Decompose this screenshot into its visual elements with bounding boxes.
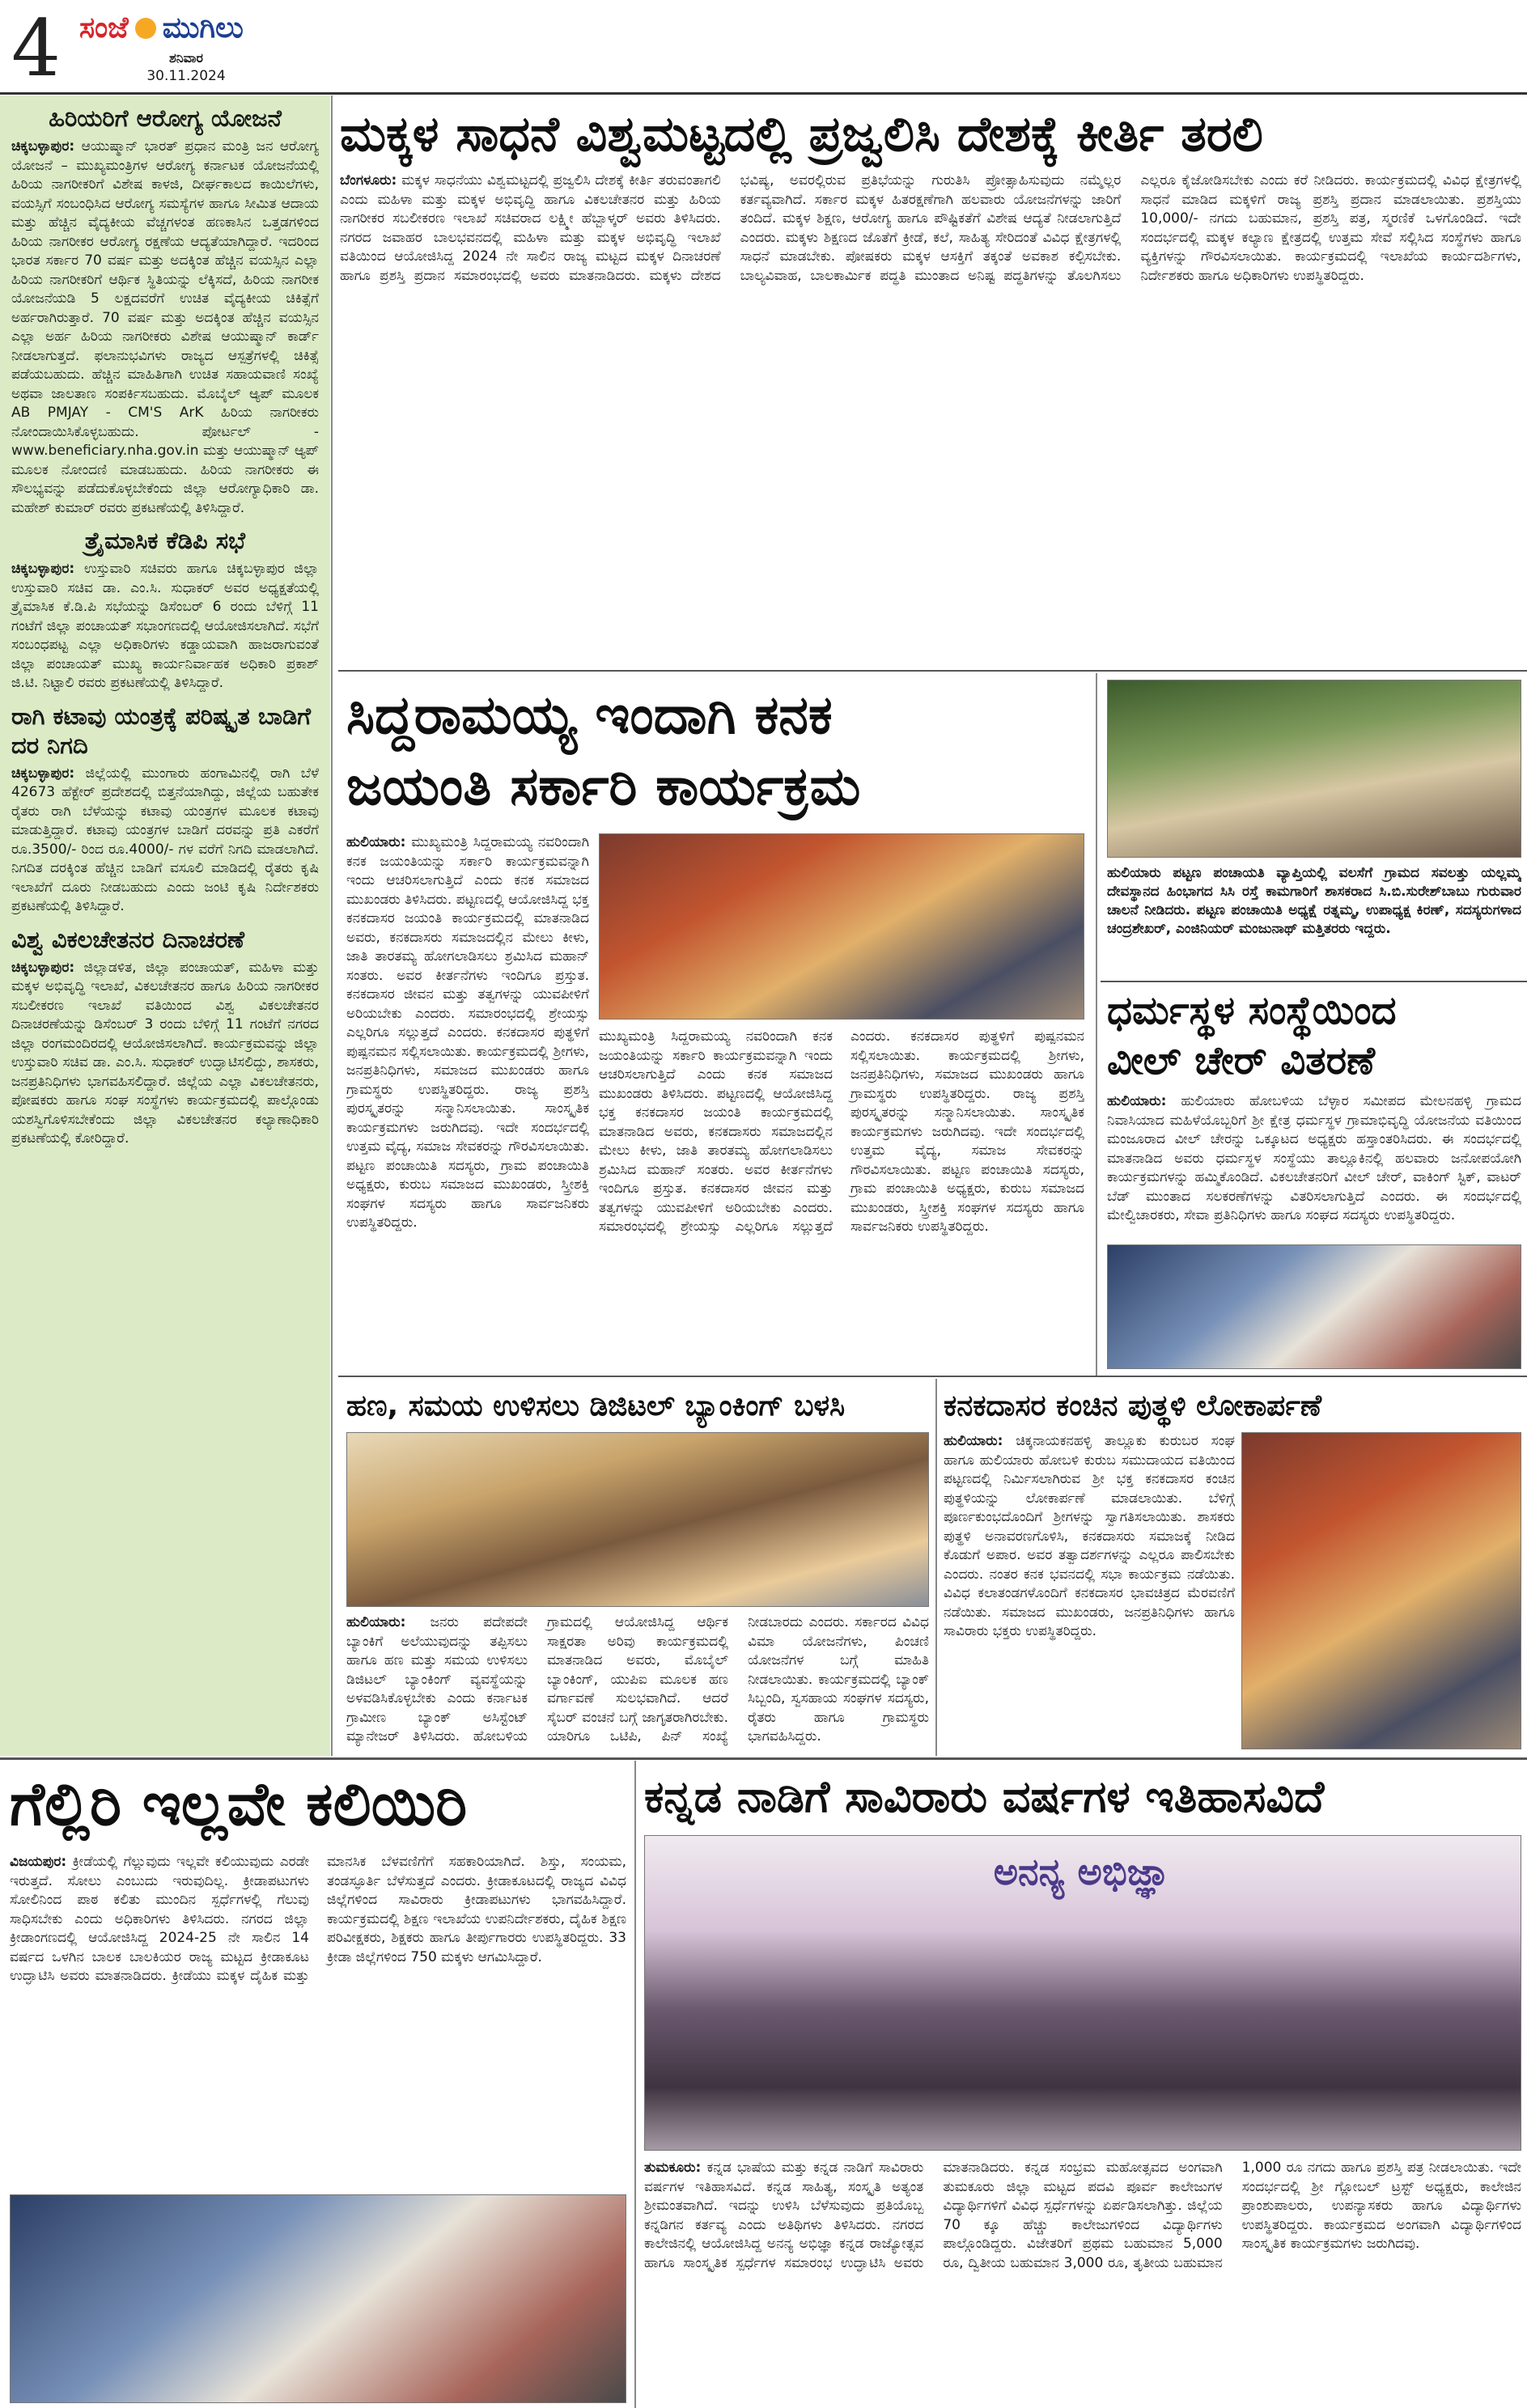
column-divider [634,1761,636,2408]
section-divider [1101,981,1527,982]
story-headline: ರಾಗಿ ಕಟಾವು ಯಂತ್ರಕ್ಕೆ ಪರಿಷ್ಕೃತ ಬಾಡಿಗೆ ದರ ನಿಗದಿ [11,702,312,759]
story-body [11,560,319,693]
column-divider [935,1379,937,1756]
story-text: ಮುಖ್ಯಮಂತ್ರಿ ಸಿದ್ದರಾಮಯ್ಯ ನವರಿಂದಾಗಿ ಕನಕ ಜಯಂತಿಯನ್ನು ಸರ್ಕಾರಿ ಕಾರ್ಯಕ್ರಮವನ್ನಾಗಿ ಇಂದು ಆಚರಿಸಲಾಗುತ್ತಿದೆ ಎಂದು ಕನಕ ಸಮಾಜದ ಮುಖಂಡರು ತಿಳಿಸಿದರು. ಪಟ್ಟಣದಲ್ಲಿ ಆಯೋಜಿಸಿದ್ದ ಭಕ್ತ ಕನಕದಾಸರ ಜಯಂತಿ ಕಾರ್ಯಕ್ರಮದಲ್ಲಿ ಮಾತನಾಡಿದ ಅವರು, ಕನಕದಾಸರು ಸಮಾಜದಲ್ಲಿನ ಮೇಲು ಕೀಳು, ಜಾತಿ ತಾರತಮ್ಯ ಹೋಗಲಾಡಿಸಲು ಶ್ರಮಿಸಿದ ಮಹಾನ್ ಸಂತರು. ಅವರ ಕೀರ್ತನೆಗಳು ಇಂದಿಗೂ ಪ್ರಸ್ತುತ. ಕನಕದಾಸರ ಜೀವನ ಮತ್ತು ತತ್ವಗಳನ್ನು ಯುವಪೀಳಿಗೆ ಅರಿಯಬೇಕು ಎಂದರು. ಸಮಾರಂಭದಲ್ಲಿ ಶ್ರೇಯಸ್ಸು ಎಲ್ಲರಿಗೂ ಸಲ್ಲುತ್ತದೆ ಎಂದರು. ಕನಕದಾಸರ ಪುತ್ಥಳಿಗೆ ಪುಷ್ಪನಮನ ಸಲ್ಲಿಸಲಾಯಿತು. ಕಾರ್ಯಕ್ರಮದಲ್ಲಿ ಶ್ರೀಗಳು, ಜನಪ್ರತಿನಿಧಿಗಳು, ಸಮಾಜದ ಮುಖಂಡರು ಹಾಗೂ ಗ್ರಾಮಸ್ಥರು ಉಪಸ್ಥಿತರಿದ್ದರು. ರಾಜ್ಯ ಪ್ರಶಸ್ತಿ ಪುರಸ್ಕೃತರನ್ನು ಸನ್ಮಾನಿಸಲಾಯಿತು. ಸಾಂಸ್ಕೃತಿಕ ಕಾರ್ಯಕ್ರಮಗಳು ಜರುಗಿದವು. ಇದೇ ಸಂದರ್ಭದಲ್ಲಿ ಉತ್ತಮ ವೈದ್ಯ, ಸಮಾಜ ಸೇವಕರನ್ನು ಗೌರವಿಸಲಾಯಿತು. ಪಟ್ಟಣ ಪಂಚಾಯಿತಿ ಸದಸ್ಯರು, ಗ್ರಾಮ ಪಂಚಾಯಿತಿ ಅಧ್ಯಕ್ಷರು, ಕುರುಬ ಸಮಾಜದ ಮುಖಂಡರು, ಸ್ತ್ರೀಶಕ್ತಿ ಸಂಘಗಳ ಸದಸ್ಯರು ಹಾಗೂ ಸಾರ್ವಜನಿಕರು ಉಪಸ್ಥಿತರಿದ್ದರು. [346,834,589,1231]
story-dateline: ವಿಜಯಪುರ: [10,1854,67,1870]
section-divider [338,670,1527,672]
story-text: ಮಕ್ಕಳ ಸಾಧನೆಯು ವಿಶ್ವಮಟ್ಟದಲ್ಲಿ ಪ್ರಜ್ವಲಿಸಿ ದೇಶಕ್ಕೆ ಕೀರ್ತಿ ತರುವಂತಾಗಲಿ ಎಂದು ಮಹಿಳಾ ಮತ್ತು ಮಕ್ಕಳ ಅಭಿವೃದ್ಧಿ ಹಾಗೂ ವಿಕಲಚೇತನರ ಮತ್ತು ಹಿರಿಯ ನಾಗರೀಕರ ಸಬಲೀಕರಣ ಇಲಾಖೆ ಸಚಿವರಾದ ಲಕ್ಷ್ಮೀ ಹೆಬ್ಬಾಳ್ಕರ್ ಅವರು ತಿಳಿಸಿದರು. ನಗರದ ಜವಾಹರ ಬಾಲಭವನದಲ್ಲಿ ಮಹಿಳಾ ಮತ್ತು ಮಕ್ಕಳ ಅಭಿವೃದ್ಧಿ ಇಲಾಖೆ ವತಿಯಿಂದ ಆಯೋಜಿಸಿದ್ದ 2024 ನೇ ಸಾಲಿನ ರಾಜ್ಯ ಮಟ್ಟದ ಮಕ್ಕಳ ದಿನಾಚರಣೆ ಹಾಗೂ ಪ್ರಶಸ್ತಿ ಪ್ರದಾನ ಸಮಾರಂಭದಲ್ಲಿ ಅವರು ಮಾತನಾಡಿದರು. ಮಕ್ಕಳು ದೇಶದ ಭವಿಷ್ಯ, ಅವರಲ್ಲಿರುವ ಪ್ರತಿಭೆಯನ್ನು ಗುರುತಿಸಿ ಪ್ರೋತ್ಸಾಹಿಸುವುದು ನಮ್ಮೆಲ್ಲರ ಕರ್ತವ್ಯವಾಗಿದೆ. ಸರ್ಕಾರ ಮಕ್ಕಳ ಹಿತರಕ್ಷಣೆಗಾಗಿ ಹಲವಾರು ಯೋಜನೆಗಳನ್ನು ಜಾರಿಗೆ ತಂದಿದೆ. ಮಕ್ಕಳ ಶಿಕ್ಷಣ, ಆರೋಗ್ಯ ಹಾಗೂ ಪೌಷ್ಟಿಕತೆಗೆ ವಿಶೇಷ ಆದ್ಯತೆ ನೀಡಲಾಗುತ್ತಿದೆ ಎಂದರು. ಮಕ್ಕಳು ಶಿಕ್ಷಣದ ಜೊತೆಗೆ ಕ್ರೀಡೆ, ಕಲೆ, ಸಾಹಿತ್ಯ ಸೇರಿದಂತೆ ವಿವಿಧ ಕ್ಷೇತ್ರಗಳಲ್ಲಿ ಸಾಧನೆ ಮಾಡಬೇಕು. ಪೋಷಕರು ಮಕ್ಕಳ ಆಸಕ್ತಿಗೆ ತಕ್ಕಂತೆ ಅವಕಾಶ ಕಲ್ಪಿಸಬೇಕು. ಬಾಲ್ಯವಿವಾಹ, ಬಾಲಕಾರ್ಮಿಕ ಪದ್ಧತಿ ಮುಂತಾದ ಅನಿಷ್ಟ ಪದ್ಧತಿಗಳನ್ನು ತೊಲಗಿಸಲು ಎಲ್ಲರೂ ಕೈಜೋಡಿಸಬೇಕು ಎಂದು ಕರೆ ನೀಡಿದರು. ಕಾರ್ಯಕ್ರಮದಲ್ಲಿ ವಿವಿಧ ಕ್ಷೇತ್ರಗಳಲ್ಲಿ ಸಾಧನೆ ಮಾಡಿದ ಮಕ್ಕಳಿಗೆ ರಾಜ್ಯ ಪ್ರಶಸ್ತಿ ಪ್ರದಾನ ಮಾಡಲಾಯಿತು. ಪ್ರಶಸ್ತಿಯು 10,000/- ನಗದು ಬಹುಮಾನ, ಪ್ರಶಸ್ತಿ ಪತ್ರ, ಸ್ಮರಣಿಕೆ ಒಳಗೊಂಡಿದೆ. ಇದೇ ಸಂದರ್ಭದಲ್ಲಿ ಮಕ್ಕಳ ಕಲ್ಯಾಣ ಕ್ಷೇತ್ರದಲ್ಲಿ ಉತ್ತಮ ಸೇವೆ ಸಲ್ಲಿಸಿದ ಸಂಸ್ಥೆಗಳು ಹಾಗೂ ವ್ಯಕ್ತಿಗಳನ್ನು ಗೌರವಿಸಲಾಯಿತು. ಕಾರ್ಯಕ್ರಮದಲ್ಲಿ ಇಲಾಖೆಯ ಕಾರ್ಯದರ್ಶಿಗಳು, ನಿರ್ದೇಶಕರು ಹಾಗೂ ಅಧಿಕಾರಿಗಳು ಉಪಸ್ಥಿತರಿದ್ದರು. [340,172,1521,284]
headline-line: ವೀಲ್ ಚೇರ್ ವಿತರಣೆ [1107,1038,1376,1083]
kanakadasa-statue-photo [1241,1432,1521,1749]
story-dateline: ಚಿಕ್ಕಬಳ್ಳಾಪುರ: [11,561,75,577]
story-text: ಕ್ರೀಡೆಯಲ್ಲಿ ಗೆಲ್ಲುವುದು ಇಲ್ಲವೇ ಕಲಿಯುವುದು ಎರಡೇ ಇರುತ್ತದೆ. ಸೋಲು ಎಂಬುದು ಇರುವುದಿಲ್ಲ. ಕ್ರೀಡಾಪಟುಗಳು ಸೋಲಿನಿಂದ ಪಾಠ ಕಲಿತು ಮುಂದಿನ ಸ್ಪರ್ಧೆಗಳಲ್ಲಿ ಗೆಲುವು ಸಾಧಿಸಬೇಕು ಎಂದು ಅಧಿಕಾರಿಗಳು ತಿಳಿಸಿದರು. ನಗರದ ಜಿಲ್ಲಾ ಕ್ರೀಡಾಂಗಣದಲ್ಲಿ ಆಯೋಜಿಸಿದ್ದ 2024-25 ನೇ ಸಾಲಿನ 14 ವರ್ಷದ ಒಳಗಿನ ಬಾಲಕ ಬಾಲಕಿಯರ ರಾಜ್ಯ ಮಟ್ಟದ ಕ್ರೀಡಾಕೂಟ ಉದ್ಘಾಟಿಸಿ ಅವರು ಮಾತನಾಡಿದರು. ಕ್ರೀಡೆಯು ಮಕ್ಕಳ ದೈಹಿಕ ಮತ್ತು ಮಾನಸಿಕ ಬೆಳವಣಿಗೆಗೆ ಸಹಕಾರಿಯಾಗಿದೆ. ಶಿಸ್ತು, ಸಂಯಮ, ತಂಡಸ್ಫೂರ್ತಿ ಬೆಳೆಸುತ್ತದೆ ಎಂದರು. ಕ್ರೀಡಾಕೂಟದಲ್ಲಿ ರಾಜ್ಯದ ವಿವಿಧ ಜಿಲ್ಲೆಗಳಿಂದ ಸಾವಿರಾರು ಕ್ರೀಡಾಪಟುಗಳು ಭಾಗವಹಿಸಿದ್ದಾರೆ. ಕಾರ್ಯಕ್ರಮದಲ್ಲಿ ಶಿಕ್ಷಣ ಇಲಾಖೆಯ ಉಪನಿರ್ದೇಶಕರು, ದೈಹಿಕ ಶಿಕ್ಷಣ ಪರಿವೀಕ್ಷಕರು, ಶಿಕ್ಷಕರು ಹಾಗೂ ತೀರ್ಪುಗಾರರು ಉಪಸ್ಥಿತರಿದ್ದರು. 33 ಕ್ರೀಡಾ ಜಿಲ್ಲೆಗಳಿಂದ 750 ಮಕ್ಕಳು ಆಗಮಿಸಿದ್ದಾರೆ. [10,1854,626,1984]
column-divider [331,95,333,1756]
section-divider [0,1757,1527,1760]
headline-line: ಸಿದ್ದರಾಮಯ್ಯ ಇಂದಾಗಿ ಕನಕ [346,684,833,746]
issue-date: 30.11.2024 [146,68,226,84]
story-text: ಜಿಲ್ಲಾಡಳಿತ, ಜಿಲ್ಲಾ ಪಂಚಾಯತ್, ಮಹಿಳಾ ಮತ್ತು ಮಕ್ಕಳ ಅಭಿವೃದ್ಧಿ ಇಲಾಖೆ, ವಿಕಲಚೇತನರ ಹಾಗೂ ಹಿರಿಯ ನಾಗರೀಕರ ಸಬಲೀಕರಣ ಇಲಾಖೆ ವತಿಯಿಂದ ವಿಶ್ವ ವಿಕಲಚೇತನರ ದಿನಾಚರಣೆಯನ್ನು ಡಿಸೆಂಬರ್ 3 ರಂದು ಬೆಳಿಗ್ಗೆ 11 ಗಂಟೆಗೆ ನಗರದ ಜಿಲ್ಲಾ ರಂಗಮಂದಿರದಲ್ಲಿ ಆಯೋಜಿಸಲಾಗಿದೆ. ಕಾರ್ಯಕ್ರಮವನ್ನು ಜಿಲ್ಲಾ ಉಸ್ತುವಾರಿ ಸಚಿವ ಡಾ. ಎಂ.ಸಿ. ಸುಧಾಕರ್ ಉದ್ಘಾಟಿಸಲಿದ್ದು, ಶಾಸಕರು, ಜನಪ್ರತಿನಿಧಿಗಳು ಭಾಗವಹಿಸಲಿದ್ದಾರೆ. ಜಿಲ್ಲೆಯ ಎಲ್ಲಾ ವಿಕಲಚೇತನರು, ಪೋಷಕರು ಹಾಗೂ ಸಂಘ ಸಂಸ್ಥೆಗಳು ಕಾರ್ಯಕ್ರಮದಲ್ಲಿ ಪಾಲ್ಗೊಂಡು ಯಶಸ್ವಿಗೊಳಿಸಬೇಕೆಂದು ಜಿಲ್ಲಾ ವಿಕಲಚೇತನರ ಕಲ್ಯಾಣಾಧಿಕಾರಿ ಪ್ರಕಟಣೆಯಲ್ಲಿ ಕೋರಿದ್ದಾರೆ. [11,959,320,1147]
kanakadasa-statue-headline: ಕನಕದಾಸರ ಕಂಚಿನ ಪುತ್ಥಳಿ ಲೋಕಾರ್ಪಣೆ [944,1389,1322,1422]
story-dateline: ಹುಲಿಯಾರು: [346,1614,406,1630]
digital-banking-headline: ಹಣ, ಸಮಯ ಉಳಿಸಲು ಡಿಜಿಟಲ್ ಬ್ಯಾಂಕಿಂಗ್ ಬಳಸಿ [346,1389,846,1422]
story-text: ಜನರು ಪದೇಪದೇ ಬ್ಯಾಂಕಿಗೆ ಅಲೆಯುವುದನ್ನು ತಪ್ಪಿಸಲು ಹಾಗೂ ಹಣ ಮತ್ತು ಸಮಯ ಉಳಿಸಲು ಡಿಜಿಟಲ್ ಬ್ಯಾಂಕಿಂಗ್ ವ್ಯವಸ್ಥೆಯನ್ನು ಅಳವಡಿಸಿಕೊಳ್ಳಬೇಕು ಎಂದು ಕರ್ನಾಟಕ ಗ್ರಾಮೀಣ ಬ್ಯಾಂಕ್ ಅಸಿಸ್ಟೆಂಟ್ ಮ್ಯಾನೇಜರ್ ತಿಳಿಸಿದರು. ಹೋಬಳಿಯ ಗ್ರಾಮದಲ್ಲಿ ಆಯೋಜಿಸಿದ್ದ ಆರ್ಥಿಕ ಸಾಕ್ಷರತಾ ಅರಿವು ಕಾರ್ಯಕ್ರಮದಲ್ಲಿ ಮಾತನಾಡಿದ ಅವರು, ಮೊಬೈಲ್ ಬ್ಯಾಂಕಿಂಗ್, ಯುಪಿಐ ಮೂಲಕ ಹಣ ವರ್ಗಾವಣೆ ಸುಲಭವಾಗಿದೆ. ಆದರೆ ಸೈಬರ್ ವಂಚನೆ ಬಗ್ಗೆ ಜಾಗೃತರಾಗಿರಬೇಕು. ಯಾರಿಗೂ ಒಟಿಪಿ, ಪಿನ್ ಸಂಖ್ಯೆ ನೀಡಬಾರದು ಎಂದರು. ಸರ್ಕಾರದ ವಿವಿಧ ವಿಮಾ ಯೋಜನೆಗಳು, ಪಿಂಚಣಿ ಯೋಜನೆಗಳ ಬಗ್ಗೆ ಮಾಹಿತಿ ನೀಡಲಾಯಿತು. ಕಾರ್ಯಕ್ರಮದಲ್ಲಿ ಬ್ಯಾಂಕ್ ಸಿಬ್ಬಂದಿ, ಸ್ವಸಹಾಯ ಸಂಘಗಳ ಸದಸ್ಯರು, ರೈತರು ಹಾಗೂ ಗ್ರಾಮಸ್ಥರು ಭಾಗವಹಿಸಿದ್ದರು. [346,1614,929,1745]
story-text: ಉಸ್ತುವಾರಿ ಸಚಿವರು ಹಾಗೂ ಚಿಕ್ಕಬಳ್ಳಾಪುರ ಜಿಲ್ಲಾ ಉಸ್ತುವಾರಿ ಸಚಿವ ಡಾ. ಎಂ.ಸಿ. ಸುಧಾಕರ್ ಅವರ ಅಧ್ಯಕ್ಷತೆಯಲ್ಲಿ ತ್ರೈಮಾಸಿಕ ಕೆ.ಡಿ.ಪಿ ಸಭೆಯನ್ನು ಡಿಸೆಂಬರ್ 6 ರಂದು ಬೆಳಿಗ್ಗೆ 11 ಗಂಟೆಗೆ ಜಿಲ್ಲಾ ಪಂಚಾಯತ್ ಸಭಾಂಗಣದಲ್ಲಿ ಆಯೋಜಿಸಲಾಗಿದೆ. ಸಭೆಗೆ ಸಂಬಂಧಪಟ್ಟ ಎಲ್ಲಾ ಅಧಿಕಾರಿಗಳು ಕಡ್ಡಾಯವಾಗಿ ಹಾಜರಾಗುವಂತೆ ಜಿಲ್ಲಾ ಪಂಚಾಯತ್ ಮುಖ್ಯ ಕಾರ್ಯನಿರ್ವಾಹಕ ಅಧಿಕಾರಿ ಪ್ರಕಾಶ್ ಜಿ.ಟಿ. ನಿಟ್ಟಾಲಿ ರವರು ಪ್ರಕಟಣೆಯಲ್ಲಿ ತಿಳಿಸಿದ್ದಾರೆ. [11,561,319,691]
story-body [11,959,319,1149]
story-text: ಕನ್ನಡ ಭಾಷೆಯ ಮತ್ತು ಕನ್ನಡ ನಾಡಿಗೆ ಸಾವಿರಾರು ವರ್ಷಗಳ ಇತಿಹಾಸವಿದೆ. ಕನ್ನಡ ಸಾಹಿತ್ಯ, ಸಂಸ್ಕೃತಿ ಅತ್ಯಂತ ಶ್ರೀಮಂತವಾಗಿದೆ. ಇದನ್ನು ಉಳಿಸಿ ಬೆಳೆಸುವುದು ಪ್ರತಿಯೊಬ್ಬ ಕನ್ನಡಿಗನ ಕರ್ತವ್ಯ ಎಂದು ಅತಿಥಿಗಳು ತಿಳಿಸಿದರು. ನಗರದ ಕಾಲೇಜಿನಲ್ಲಿ ಆಯೋಜಿಸಿದ್ದ ಅನನ್ಯ ಅಭಿಜ್ಞಾ ಕನ್ನಡ ರಾಜ್ಯೋತ್ಸವ ಹಾಗೂ ಸಾಂಸ್ಕೃತಿಕ ಸ್ಪರ್ಧೆಗಳ ಸಮಾರಂಭ ಉದ್ಘಾಟಿಸಿ ಅವರು ಮಾತನಾಡಿದರು. ಕನ್ನಡ ಸಂಭ್ರಮ ಮಹೋತ್ಸವದ ಅಂಗವಾಗಿ ತುಮಕೂರು ಜಿಲ್ಲಾ ಮಟ್ಟದ ಪದವಿ ಪೂರ್ವ ಕಾಲೇಜುಗಳ ವಿದ್ಯಾರ್ಥಿಗಳಿಗೆ ವಿವಿಧ ಸ್ಪರ್ಧೆಗಳನ್ನು ಏರ್ಪಡಿಸಲಾಗಿತ್ತು. ಜಿಲ್ಲೆಯ 70 ಕ್ಕೂ ಹೆಚ್ಚು ಕಾಲೇಜುಗಳಿಂದ ವಿದ್ಯಾರ್ಥಿಗಳು ಪಾಲ್ಗೊಂಡಿದ್ದರು. ವಿಜೇತರಿಗೆ ಪ್ರಥಮ ಬಹುಮಾನ 5,000 ರೂ, ದ್ವಿತೀಯ ಬಹುಮಾನ 3,000 ರೂ, ತೃತೀಯ ಬಹುಮಾನ 1,000 ರೂ ನಗದು ಹಾಗೂ ಪ್ರಶಸ್ತಿ ಪತ್ರ ನೀಡಲಾಯಿತು. ಇದೇ ಸಂದರ್ಭದಲ್ಲಿ ಶ್ರೀ ಗ್ಲೋಬಲ್ ಟ್ರಸ್ಟ್ ಅಧ್ಯಕ್ಷರು, ಕಾಲೇಜಿನ ಪ್ರಾಂಶುಪಾಲರು, ಉಪನ್ಯಾಸಕರು ಹಾಗೂ ವಿದ್ಯಾರ್ಥಿಗಳು ಉಪಸ್ಥಿತರಿದ್ದರು. ಕಾರ್ಯಕ್ರಮದ ಅಂಗವಾಗಿ ವಿದ್ಯಾರ್ಥಿಗಳಿಂದ ಸಾಂಸ್ಕೃತಿಕ ಕಾರ್ಯಕ್ರಮಗಳು ಜರುಗಿದವು. [644,2160,1521,2271]
wheelchair-distribution-photo [1107,1244,1521,1369]
tumakuru-story-headline: ಕನ್ನಡ ನಾಡಿಗೆ ಸಾವಿರಾರು ವರ್ಷಗಳ ಇತಿಹಾಸವಿದೆ [644,1771,1325,1822]
headline-line: ಧರ್ಮಸ್ಥಳ ಸಂಸ್ಥೆಯಿಂದ [1107,988,1397,1033]
siddaramaiah-story-headline [346,680,1091,825]
banking-awareness-photo [346,1432,929,1607]
vijayapura-story-headline: ಗೆಲ್ಲಿರಿ ಇಲ್ಲವೇ ಕಲಿಯಿರಿ [10,1770,468,1839]
page-number: 4 [11,6,62,91]
wheelchair-story-body [1107,1092,1521,1238]
story-dateline: ಹುಲಿಯಾರು: [944,1433,1003,1449]
story-dateline: ಚಿಕ್ಕಬಳ್ಳಾಪುರ: [11,765,75,782]
siddaramaiah-story-body-a [346,833,589,1367]
sun-icon [135,18,156,39]
column-divider [1096,673,1097,1376]
story-text: ಮುಖ್ಯಮಂತ್ರಿ ಸಿದ್ದರಾಮಯ್ಯ ನವರಿಂದಾಗಿ ಕನಕ ಜಯಂತಿಯನ್ನು ಸರ್ಕಾರಿ ಕಾರ್ಯಕ್ರಮವನ್ನಾಗಿ ಇಂದು ಆಚರಿಸಲಾಗುತ್ತಿದೆ ಎಂದು ಕನಕ ಸಮಾಜದ ಮುಖಂಡರು ತಿಳಿಸಿದರು. ಪಟ್ಟಣದಲ್ಲಿ ಆಯೋಜಿಸಿದ್ದ ಭಕ್ತ ಕನಕದಾಸರ ಜಯಂತಿ ಕಾರ್ಯಕ್ರಮದಲ್ಲಿ ಮಾತನಾಡಿದ ಅವರು, ಕನಕದಾಸರು ಸಮಾಜದಲ್ಲಿನ ಮೇಲು ಕೀಳು, ಜಾತಿ ತಾರತಮ್ಯ ಹೋಗಲಾಡಿಸಲು ಶ್ರಮಿಸಿದ ಮಹಾನ್ ಸಂತರು. ಅವರ ಕೀರ್ತನೆಗಳು ಇಂದಿಗೂ ಪ್ರಸ್ತುತ. ಕನಕದಾಸರ ಜೀವನ ಮತ್ತು ತತ್ವಗಳನ್ನು ಯುವಪೀಳಿಗೆ ಅರಿಯಬೇಕು ಎಂದರು. ಸಮಾರಂಭದಲ್ಲಿ ಶ್ರೇಯಸ್ಸು ಎಲ್ಲರಿಗೂ ಸಲ್ಲುತ್ತದೆ ಎಂದರು. ಕನಕದಾಸರ ಪುತ್ಥಳಿಗೆ ಪುಷ್ಪನಮನ ಸಲ್ಲಿಸಲಾಯಿತು. ಕಾರ್ಯಕ್ರಮದಲ್ಲಿ ಶ್ರೀಗಳು, ಜನಪ್ರತಿನಿಧಿಗಳು, ಸಮಾಜದ ಮುಖಂಡರು ಹಾಗೂ ಗ್ರಾಮಸ್ಥರು ಉಪಸ್ಥಿತರಿದ್ದರು. ರಾಜ್ಯ ಪ್ರಶಸ್ತಿ ಪುರಸ್ಕೃತರನ್ನು ಸನ್ಮಾನಿಸಲಾಯಿತು. ಸಾಂಸ್ಕೃತಿಕ ಕಾರ್ಯಕ್ರಮಗಳು ಜರುಗಿದವು. ಇದೇ ಸಂದರ್ಭದಲ್ಲಿ ಉತ್ತಮ ವೈದ್ಯ, ಸಮಾಜ ಸೇವಕರನ್ನು ಗೌರವಿಸಲಾಯಿತು. ಪಟ್ಟಣ ಪಂಚಾಯಿತಿ ಸದಸ್ಯರು, ಗ್ರಾಮ ಪಂಚಾಯಿತಿ ಅಧ್ಯಕ್ಷರು, ಕುರುಬ ಸಮಾಜದ ಮುಖಂಡರು, ಸ್ತ್ರೀಶಕ್ತಿ ಸಂಘಗಳ ಸದಸ್ಯರು ಹಾಗೂ ಸಾರ್ವಜನಿಕರು ಉಪಸ್ಥಿತರಿದ್ದರು. [599,1028,1084,1235]
story-dateline: ಚಿಕ್ಕಬಳ್ಳಾಪುರ: [11,959,75,976]
logo-text-part1: ಸಂಜೆ [79,11,129,45]
story-text: ಆಯುಷ್ಮಾನ್ ಭಾರತ್ ಪ್ರಧಾನ ಮಂತ್ರಿ ಜನ ಆರೋಗ್ಯ ಯೋಜನೆ – ಮುಖ್ಯಮಂತ್ರಿಗಳ ಆರೋಗ್ಯ ಕರ್ನಾಟಕ ಯೋಜನೆಯಲ್ಲಿ ಹಿರಿಯ ನಾಗರೀಕರಿಗೆ ವಿಶೇಷ ಕಾಳಜಿ, ದೀರ್ಘಕಾಲದ ಕಾಯಿಲೆಗಳು, ವಯಸ್ಸಿಗೆ ಸಂಬಂಧಿಸಿದ ಆರೋಗ್ಯ ಸಮಸ್ಯೆಗಳ ಹಾಗೂ ಸೀಮಿತ ಆದಾಯ ಮತ್ತು ಹೆಚ್ಚಿನ ವೈದ್ಯಕೀಯ ವೆಚ್ಚಗಳಂತ ಹಣಕಾಸಿನ ಒತ್ತಡಗಳಿಂದ ಹಿರಿಯ ನಾಗರೀಕರ ಆರೋಗ್ಯ ರಕ್ಷಣೆಯ ಆದ್ಯತೆಯಾಗಿದ್ದಾರೆ. ಇದರಿಂದ ಭಾರತ ಸರ್ಕಾರ 70 ವರ್ಷ ಮತ್ತು ಅದಕ್ಕಿಂತ ಹೆಚ್ಚಿನ ವಯಸ್ಸಿನ ಎಲ್ಲಾ ಹಿರಿಯ ನಾಗರೀಕರಿಗೆ ಆರ್ಥಿಕ ಸ್ಥಿತಿಯನ್ನು ಲೆಕ್ಕಿಸದೆ, ಹಿರಿಯ ನಾಗರೀಕ ಯೋಜನೆಯಡಿ 5 ಲಕ್ಷದವರೆಗೆ ಉಚಿತ ವೈದ್ಯಕೀಯ ಚಿಕಿತ್ಸೆಗೆ ಅರ್ಹರಾಗಿರುತ್ತಾರೆ. 70 ವರ್ಷ ಮತ್ತು ಅದಕ್ಕಿಂತ ಹೆಚ್ಚಿನ ವಯಸ್ಸಿನ ಎಲ್ಲಾ ಅರ್ಹ ಹಿರಿಯ ನಾಗರೀಕರು ವಿಶೇಷ ಆಯುಷ್ಮಾನ್ ಕಾರ್ಡ್ ನೀಡಲಾಗುತ್ತದೆ. ಫಲಾನುಭವಿಗಳು ರಾಜ್ಯದ ಆಸ್ಪತ್ರೆಗಳಲ್ಲಿ ಚಿಕಿತ್ಸೆ ಪಡೆಯಬಹುದು. ಹೆಚ್ಚಿನ ಮಾಹಿತಿಗಾಗಿ ಉಚಿತ ಸಹಾಯವಾಣಿ ಸಂಖ್ಯೆ ಅಥವಾ ಜಾಲತಾಣ ಸಂಪರ್ಕಿಸಬಹುದು. ಮೊಬೈಲ್ ಆ್ಯಪ್ ಮೂಲಕ AB PMJAY - CM'S ArK ಹಿರಿಯ ನಾಗರೀಕರು ನೋಂದಾಯಿಸಿಕೊಳ್ಳಬಹುದು. ಪೋರ್ಟಲ್ - www.beneficiary.nha.gov.in ಮತ್ತು ಆಯುಷ್ಮಾನ್ ಆ್ಯಪ್ ಮೂಲಕ ನೋಂದಣಿ ಮಾಡಬಹುದು. ಹಿರಿಯ ನಾಗರೀಕರು ಈ ಸೌಲಭ್ಯವನ್ನು ಪಡೆದುಕೊಳ್ಳಬೇಕೆಂದು ಜಿಲ್ಲಾ ಆರೋಗ್ಯಾಧಿಕಾರಿ ಡಾ. ಮಹೇಶ್ ಕುಮಾರ್ ರವರು ಪ್ರಕಟಣೆಯಲ್ಲಿ ತಿಳಿಸಿದ್ದಾರೆ. [11,138,319,516]
story-headline: ತ್ರೈಮಾಸಿಕ ಕೆಡಿಪಿ ಸಭೆ [84,527,246,554]
story-headline: ವಿಶ್ವ ವಿಕಲಚೇತನರ ದಿನಾಚರಣೆ [11,925,245,953]
kanakadasa-statue-body [944,1432,1235,1749]
event-banner-text: ಅನನ್ಯ ಅಭಿಜ್ಞಾ [993,1850,1171,1893]
story-text: ಹುಲಿಯಾರು ಹೋಬಳಿಯ ಬೆಳ್ಳಾರ ಸಮೀಪದ ಮೇಲನಹಳ್ಳಿ ಗ್ರಾಮದ ನಿವಾಸಿಯಾದ ಮಹಿಳೆಯೊಬ್ಬರಿಗೆ ಶ್ರೀ ಕ್ಷೇತ್ರ ಧರ್ಮಸ್ಥಳ ಗ್ರಾಮಾಭಿವೃದ್ಧಿ ಯೋಜನೆಯ ವತಿಯಿಂದ ಮಂಜೂರಾದ ವೀಲ್ ಚೇರನ್ನು ಒಕ್ಕೂಟದ ಅಧ್ಯಕ್ಷರು ಹಸ್ತಾಂತರಿಸಿದರು. ಈ ಸಂದರ್ಭದಲ್ಲಿ ಮಾತನಾಡಿದ ಅವರು ಧರ್ಮಸ್ಥಳ ಸಂಸ್ಥೆಯು ತಾಲ್ಲೂಕಿನಲ್ಲಿ ಹಲವಾರು ಜನೋಪಯೋಗಿ ಕಾರ್ಯಕ್ರಮಗಳನ್ನು ಹಮ್ಮಿಕೊಂಡಿದೆ. ವಿಕಲಚೇತನರಿಗೆ ವೀಲ್ ಚೇರ್, ವಾಕಿಂಗ್ ಸ್ಟಿಕ್, ವಾಟರ್ ಬೆಡ್ ಮುಂತಾದ ಸಲಕರಣೆಗಳನ್ನು ವಿತರಿಸಲಾಗುತ್ತಿದೆ ಎಂದರು. ಈ ಸಂದರ್ಭದಲ್ಲಿ ಮೇಲ್ವಿಚಾರಕರು, ಸೇವಾ ಪ್ರತಿನಿಧಿಗಳು ಹಾಗೂ ಸಂಘದ ಸದಸ್ಯರು ಉಪಸ್ಥಿತರಿದ್ದರು. [1107,1093,1521,1223]
digital-banking-body [346,1613,929,1751]
kanaka-jayanti-photo [599,833,1084,1020]
story-text: ಚಿಕ್ಕನಾಯಕನಹಳ್ಳಿ ತಾಲ್ಲೂಕು ಕುರುಬರ ಸಂಘ ಹಾಗೂ ಹುಲಿಯಾರು ಹೋಬಳಿ ಕುರುಬ ಸಮುದಾಯದ ವತಿಯಿಂದ ಪಟ್ಟಣದಲ್ಲಿ ನಿರ್ಮಿಸಲಾಗಿರುವ ಶ್ರೀ ಭಕ್ತ ಕನಕದಾಸರ ಕಂಚಿನ ಪುತ್ಥಳಿಯನ್ನು ಲೋಕಾರ್ಪಣೆ ಮಾಡಲಾಯಿತು. ಬೆಳಿಗ್ಗೆ ಪೂರ್ಣಕುಂಭದೊಂದಿಗೆ ಶ್ರೀಗಳನ್ನು ಸ್ವಾಗತಿಸಲಾಯಿತು. ಶಾಸಕರು ಪುತ್ಥಳಿ ಅನಾವರಣಗೊಳಿಸಿ, ಕನಕದಾಸರು ಸಮಾಜಕ್ಕೆ ನೀಡಿದ ಕೊಡುಗೆ ಅಪಾರ. ಅವರ ತತ್ವಾದರ್ಶಗಳನ್ನು ಎಲ್ಲರೂ ಪಾಲಿಸಬೇಕು ಎಂದರು. ನಂತರ ಕನಕ ಭವನದಲ್ಲಿ ಸಭಾ ಕಾರ್ಯಕ್ರಮ ನಡೆಯಿತು. ವಿವಿಧ ಕಲಾತಂಡಗಳೊಂದಿಗೆ ಕನಕದಾಸರ ಭಾವಚಿತ್ರದ ಮೆರವಣಿಗೆ ನಡೆಯಿತು. ಸಮಾಜದ ಮುಖಂಡರು, ಜನಪ್ರತಿನಿಧಿಗಳು ಹಾಗೂ ಸಾವಿರಾರು ಭಕ್ತರು ಉಪಸ್ಥಿತರಿದ್ದರು. [944,1433,1235,1639]
story-body [11,765,319,917]
issue-day: ಶನಿವಾರ [168,50,204,66]
logo-text-part2: ಮುಗಿಲು [162,11,244,45]
story-body [11,138,319,518]
story-text: ಜಿಲ್ಲೆಯಲ್ಲಿ ಮುಂಗಾರು ಹಂಗಾಮಿನಲ್ಲಿ ರಾಗಿ ಬೆಳೆ 42673 ಹೆಕ್ಟೇರ್ ಪ್ರದೇಶದಲ್ಲಿ ಬಿತ್ತನೆಯಾಗಿದ್ದು, ಜಿಲ್ಲೆಯ ಬಹುತೇಕ ರೈತರು ರಾಗಿ ಬೆಳೆಯನ್ನು ಕಟಾವು ಯಂತ್ರಗಳ ಮೂಲಕ ಕಟಾವು ಮಾಡುತ್ತಿದ್ದಾರೆ. ಕಟಾವು ಯಂತ್ರಗಳ ಬಾಡಿಗೆ ದರವನ್ನು ಪ್ರತಿ ಎಕರೆಗೆ ರೂ.3500/- ರಿಂದ ರೂ.4000/- ಗಳ ವರೆಗೆ ನಿಗದಿ ಮಾಡಲಾಗಿದೆ. ನಿಗದಿತ ದರಕ್ಕಿಂತ ಹೆಚ್ಚಿನ ಬಾಡಿಗೆ ವಸೂಲಿ ಮಾಡಿದಲ್ಲಿ ರೈತರು ಕೃಷಿ ಇಲಾಖೆಗೆ ದೂರು ನೀಡಬಹುದು ಎಂದು ಜಂಟಿ ಕೃಷಿ ನಿರ್ದೇಶಕರು ಪ್ರಕಟಣೆಯಲ್ಲಿ ತಿಳಿಸಿದ್ದಾರೆ. [11,765,319,914]
story-dateline: ಹುಲಿಯಾರು: [1107,1093,1167,1109]
story-dateline: ಚಿಕ್ಕಬಳ್ಳಾಪುರ: [11,138,75,155]
vijayapura-story-body [10,1853,626,2185]
road-work-photo [1107,680,1521,858]
tumakuru-story-body [644,2159,1521,2403]
wheelchair-story-headline [1107,986,1521,1089]
story-dateline: ಹುಲಿಯಾರು: [346,834,406,850]
masthead-divider [0,92,1527,95]
sports-meet-photo [10,2194,626,2403]
kannada-event-photo [644,1835,1521,2151]
story-dateline: ಬೆಂಗಳೂರು: [340,172,397,189]
headline-line: ಜಯಂತಿ ಸರ್ಕಾರಿ ಕಾರ್ಯಕ್ರಮ [346,755,861,817]
newspaper-logo [79,8,306,49]
road-work-photo-caption: ಹುಲಿಯಾರು ಪಟ್ಟಣ ಪಂಚಾಯತಿ ವ್ಯಾಪ್ತಿಯಲ್ಲಿ ವಲಸೆಗೆ ಗ್ರಾಮದ ಸವಲತ್ತು ಯಲ್ಲಮ್ಮ ದೇವಸ್ಥಾನದ ಹಿಂಭಾಗದ ಸಿಸಿ ರಸ್ತೆ ಕಾಮಗಾರಿಗೆ ಶಾಸಕರಾದ ಸಿ.ಬಿ.ಸುರೇಶ್‌ಬಾಬು ಗುರುವಾರ ಚಾಲನೆ ನೀಡಿದರು. ಪಟ್ಟಣ ಪಂಚಾಯಿತಿ ಅಧ್ಯಕ್ಷೆ ರತ್ನಮ್ಮ, ಉಪಾಧ್ಯಕ್ಷ ಕಿರಣ್, ಸದಸ್ಯರುಗಳಾದ ಚಂದ್ರಶೇಖರ್, ಎಂಜಿನಿಯರ್ ಮಂಜುನಾಥ್ ಮತ್ತಿತರರು ಇದ್ದರು. [1107,865,1521,937]
left-news-column [0,95,330,1756]
section-divider [338,1376,1527,1377]
siddaramaiah-story-body-b [599,1028,1084,1367]
lead-story-headline: ಮಕ್ಕಳ ಸಾಧನೆ ವಿಶ್ವಮಟ್ಟದಲ್ಲಿ ಪ್ರಜ್ವಲಿಸಿ ದೇಶಕ್ಕೆ ಕೀರ್ತಿ ತರಲಿ [340,106,1263,163]
story-headline: ಹಿರಿಯರಿಗೆ ಆರೋಗ್ಯ ಯೋಜನೆ [49,104,282,132]
story-dateline: ತುಮಕೂರು: [644,2160,702,2176]
lead-story-body [340,172,1521,665]
